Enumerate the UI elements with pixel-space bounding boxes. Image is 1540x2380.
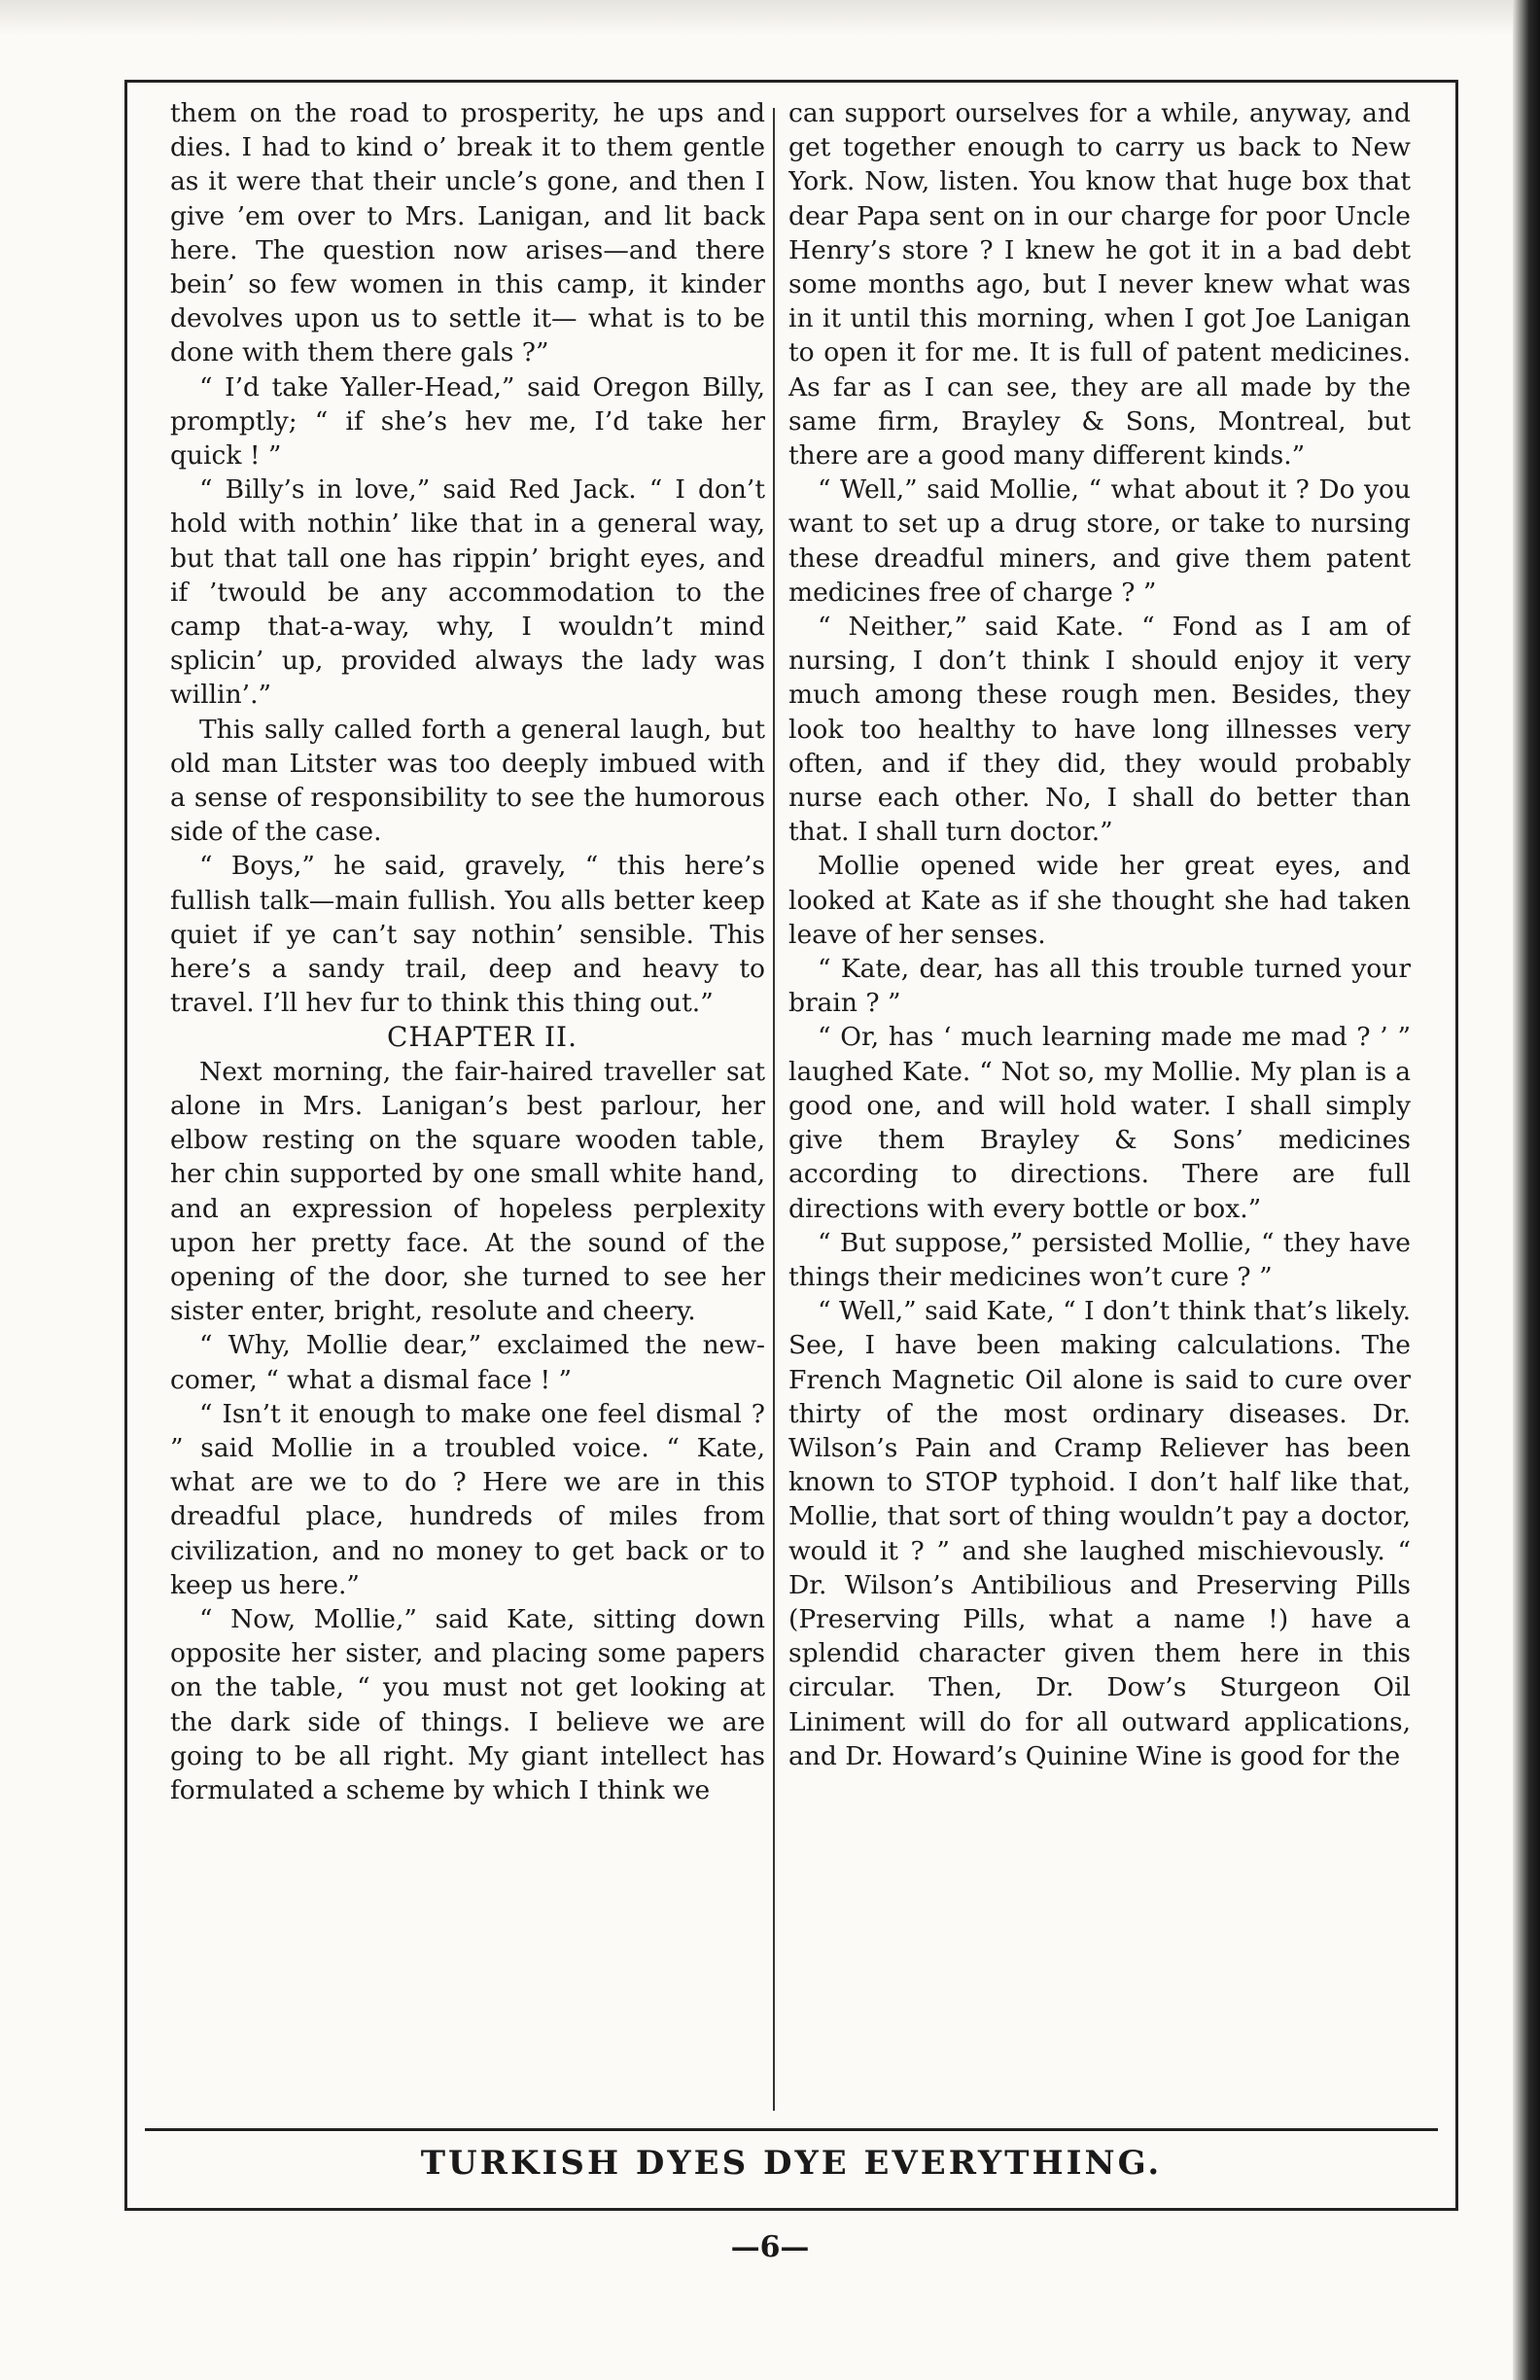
chapter-heading: CHAPTER II. (386, 1021, 578, 1054)
footer-rule (145, 2128, 1438, 2131)
right-column (788, 96, 1411, 2118)
paragraph: “ I’d take Yaller-Head,” said Oregon Billy, promptly; “ if she’s hev me, I’d take her quick ! ” (170, 371, 765, 472)
paragraph: can support ourselves for a while, anyway, and get together enough to carry us back to New York. Now, listen. You know that huge box that dear Papa sent on in our charge for poor Uncle Henry’s store ? I knew he got it in a bad debt some months ago, but I never knew what was in it until this morning, when I got Joe Lanigan to open it for me. It is full of patent medicines. As far as I can see, they are all made by the same firm, Brayley & Sons, Montreal, but there are a good many different kinds.” (788, 98, 1411, 472)
paragraph: This sally called forth a general laugh, but old man Litster was too deeply imbued with a sense of responsibility to see the humorous side of the case. (170, 714, 765, 848)
footer-slogan: TURKISH DYES DYE EVERYTHING. (420, 2144, 1163, 2183)
scan-top-shadow (0, 0, 1540, 35)
paragraph: “ Isn’t it enough to make one feel dismal ? ” said Mollie in a troubled voice. “ Kate, what are we to do ? Here we are in this dreadful place, hundreds of miles from civilization, and no money to get back or to keep us here.” (170, 1398, 765, 1600)
paragraph: “ Why, Mollie dear,” exclaimed the new-comer, “ what a dismal face ! ” (170, 1330, 765, 1395)
paragraph: Mollie opened wide her great eyes, and looked at Kate as if she thought she had taken leave of her senses. (788, 851, 1411, 950)
scan-edge (1513, 0, 1540, 2380)
page-number: —6— (730, 2230, 810, 2264)
paragraph: “ Well,” said Kate, “ I don’t think that’s likely. See, I have been making calculations. The French Magnetic Oil alone is said to cure over thirty of the most ordinary diseases. Dr. Wilson’s Pain and Cramp Reliever has been known to STOP typhoid. I don’t half like that, Mollie, that sort of thing wouldn’t pay a doctor, would it ? ” and she laughed mischievously. “ Dr. Wilson’s Antibilious and Preserving Pills (Preserving Pills, what a name !) have a splendid character given them here in this circular. Then, Dr. Dow’s Sturgeon Oil Liniment will do for all outward applications, and Dr. Howard’s Quinine Wine is good for the (788, 1296, 1411, 1771)
left-column (170, 96, 765, 2118)
page-frame (124, 80, 1458, 2211)
paragraph: Next morning, the fair-haired traveller sat alone in Mrs. Lanigan’s best parlour, her elbow resting on the square wooden table, her chin supported by one small white hand, and an expression of hopeless perplexity upon her pretty face. At the sound of the opening of the door, she turned to see her sister enter, bright, resolute and cheery. (170, 1056, 765, 1327)
paragraph: “ Now, Mollie,” said Kate, sitting down opposite her sister, and placing some papers on the table, “ you must not get looking at the dark side of things. I believe we are going to be all right. My giant intellect has formulated a scheme by which I think we (170, 1603, 765, 1805)
paragraph: “ But suppose,” persisted Mollie, “ they have things their medicines won’t cure ? ” (788, 1227, 1411, 1292)
paragraph: “ Well,” said Mollie, “ what about it ? Do you want to set up a drug store, or take to nursing these dreadful miners, and give them patent medicines free of charge ? ” (788, 474, 1411, 608)
column-divider (773, 108, 775, 2111)
paragraph: them on the road to prosperity, he ups and dies. I had to kind o’ break it to them gentle as it were that their uncle’s gone, and then I give ’em over to Mrs. Lanigan, and lit back here. The question now arises—and there bein’ so few women in this camp, it kinder devolves upon us to settle it— what is to be done with them there gals ?” (170, 98, 765, 368)
paragraph: “ Boys,” he said, gravely, “ this here’s fullish talk—main fullish. You alls better keep quiet if ye can’t say nothin’ sensible. This here’s a sandy trail, deep and heavy to travel. I’ll hev fur to think this thing out.” (170, 851, 765, 1019)
text-columns (127, 96, 1455, 2118)
paragraph: “ Kate, dear, has all this trouble turned your brain ? ” (788, 954, 1411, 1019)
paragraph: “ Neither,” said Kate. “ Fond as I am of nursing, I don’t think I should enjoy it very much among these rough men. Besides, they look too healthy to have long illnesses very often, and if they did, they would probably nurse each other. No, I shall do better than that. I shall turn doctor.” (788, 612, 1411, 848)
paragraph: “ Billy’s in love,” said Red Jack. “ I don’t hold with nothin’ like that in a general way, but that tall one has rippin’ bright eyes, and if ’twould be any accommodation to the camp that-a-way, why, I wouldn’t mind splicin’ up, provided always the lady was willin’.” (170, 474, 765, 711)
paragraph: “ Or, has ‘ much learning made me mad ? ’ ” laughed Kate. “ Not so, my Mollie. My plan is a good one, and will hold water. I shall simply give them Brayley & Sons’ medicines according to directions. There are full directions with every bottle or box.” (788, 1022, 1411, 1224)
